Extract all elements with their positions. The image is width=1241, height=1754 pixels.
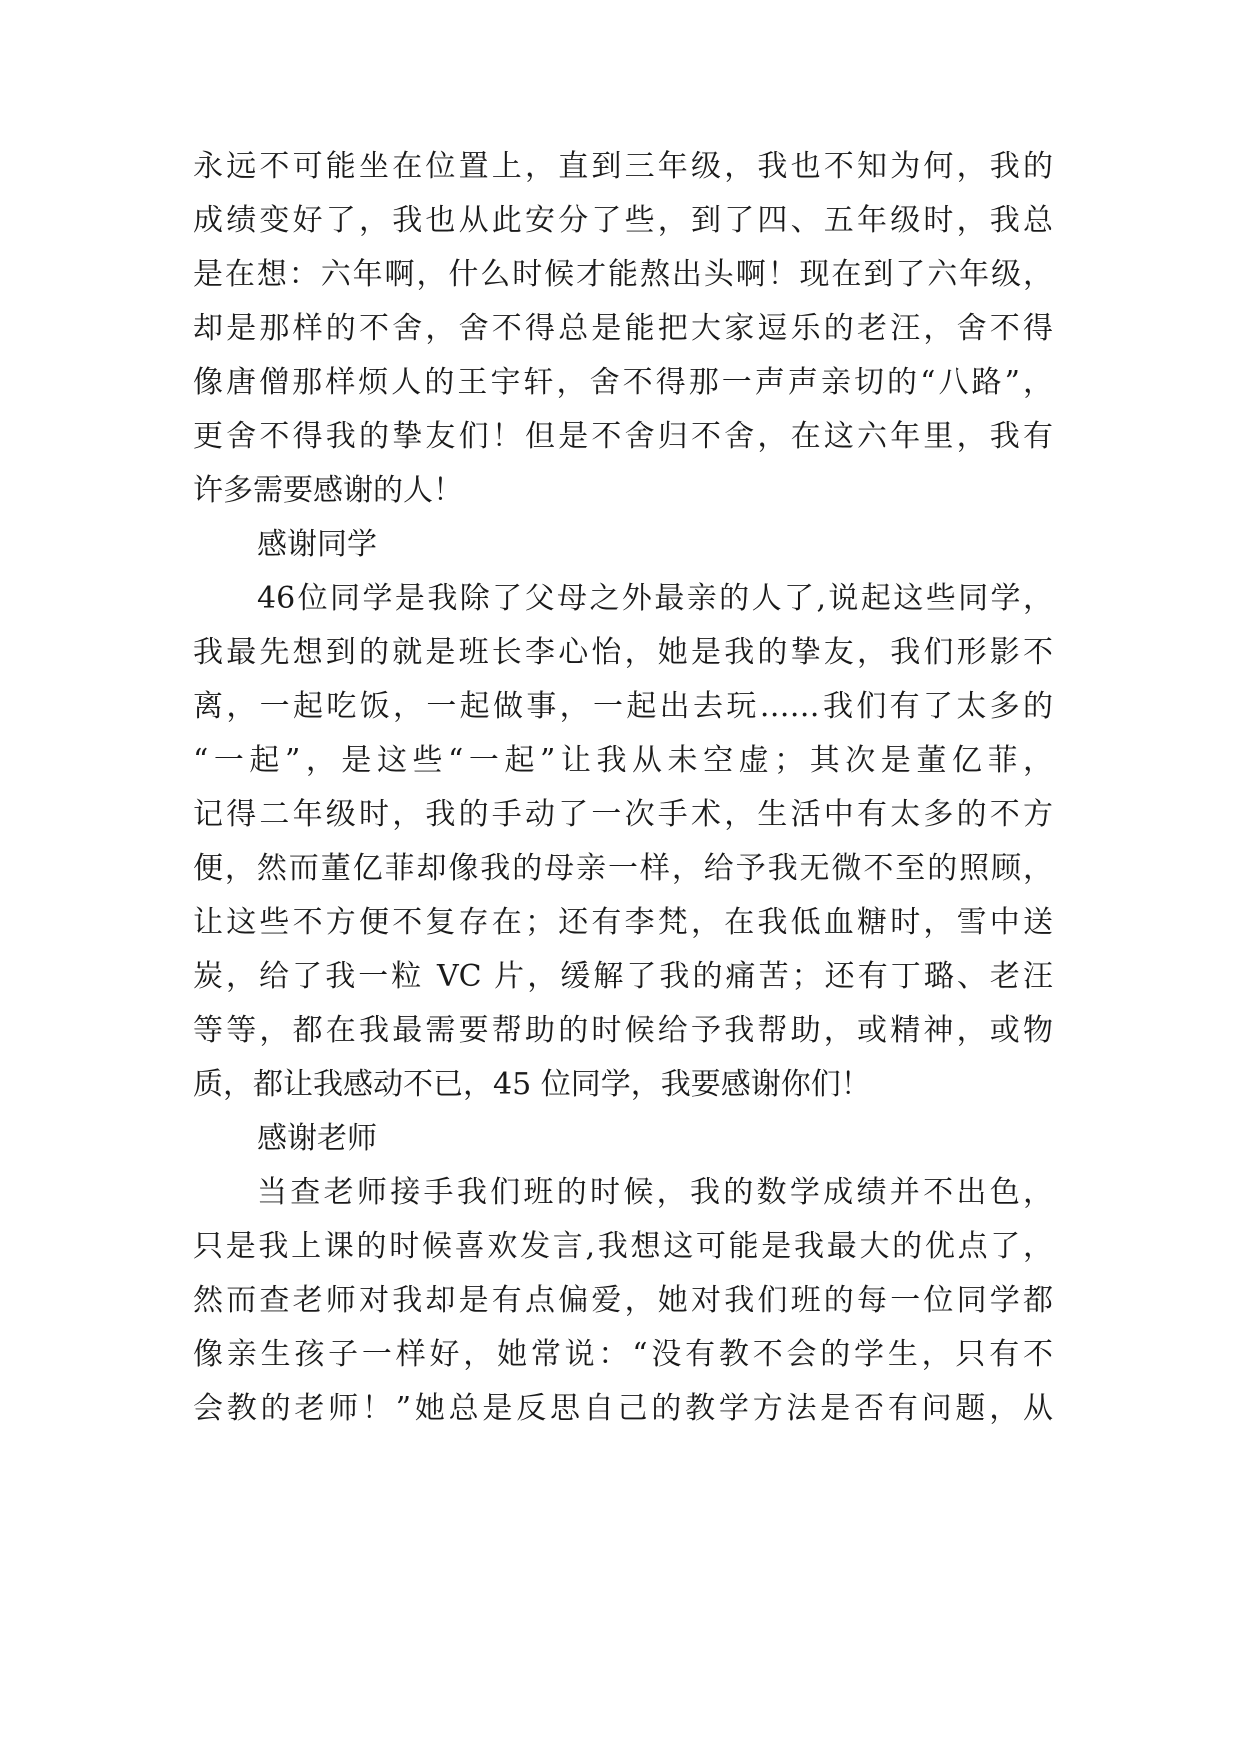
paragraph-line: 当查老师接手我们班的时候，我的数学成绩并不出色， bbox=[257, 1175, 1053, 1210]
paragraph-line: “一起”，是这些“一起”让我从未空虚；其次是董亿菲， bbox=[193, 743, 1053, 778]
paragraph-line: 成绩变好了，我也从此安分了些，到了四、五年级时，我总 bbox=[193, 203, 1053, 238]
paragraph-line: 让这些不方便不复存在；还有李梵，在我低血糖时，雪中送 bbox=[193, 905, 1053, 940]
paragraph-line: 炭，给了我一粒 VC 片，缓解了我的痛苦；还有丁璐、老汪 bbox=[193, 959, 1053, 994]
section-heading: 感谢老师 bbox=[257, 1121, 377, 1156]
paragraph-line: 离，一起吃饭，一起做事，一起出去玩……我们有了太多的 bbox=[193, 689, 1053, 724]
paragraph-line: 只是我上课的时候喜欢发言,我想这可能是我最大的优点了， bbox=[193, 1229, 1053, 1264]
paragraph-line: 记得二年级时，我的手动了一次手术，生活中有太多的不方 bbox=[193, 797, 1053, 832]
paragraph-line: 像亲生孩子一样好，她常说：“没有教不会的学生，只有不 bbox=[193, 1337, 1053, 1372]
paragraph-line: 会教的老师！”她总是反思自己的教学方法是否有问题，从 bbox=[193, 1391, 1053, 1426]
section-heading: 感谢同学 bbox=[257, 527, 377, 562]
paragraph-line: 便，然而董亿菲却像我的母亲一样，给予我无微不至的照顾， bbox=[193, 851, 1053, 886]
paragraph-line: 然而查老师对我却是有点偏爱，她对我们班的每一位同学都 bbox=[193, 1283, 1053, 1318]
paragraph-line: 46位同学是我除了父母之外最亲的人了,说起这些同学， bbox=[257, 581, 1053, 616]
paragraph-line: 像唐僧那样烦人的王宇轩，舍不得那一声声亲切的“八路”， bbox=[193, 365, 1053, 400]
paragraph-line: 更舍不得我的挚友们！但是不舍归不舍，在这六年里，我有 bbox=[193, 419, 1053, 454]
paragraph-line: 永远不可能坐在位置上，直到三年级，我也不知为何，我的 bbox=[193, 149, 1053, 184]
paragraph-line: 许多需要感谢的人！ bbox=[193, 473, 463, 508]
paragraph-line: 质，都让我感动不已，45 位同学，我要感谢你们！ bbox=[193, 1067, 871, 1102]
paragraph-line: 等等，都在我最需要帮助的时候给予我帮助，或精神，或物 bbox=[193, 1013, 1053, 1048]
paragraph-line: 却是那样的不舍，舍不得总是能把大家逗乐的老汪，舍不得 bbox=[193, 311, 1053, 346]
paragraph-line: 是在想：六年啊，什么时候才能熬出头啊！现在到了六年级， bbox=[193, 257, 1053, 292]
paragraph-line: 我最先想到的就是班长李心怡，她是我的挚友，我们形影不 bbox=[193, 635, 1053, 670]
